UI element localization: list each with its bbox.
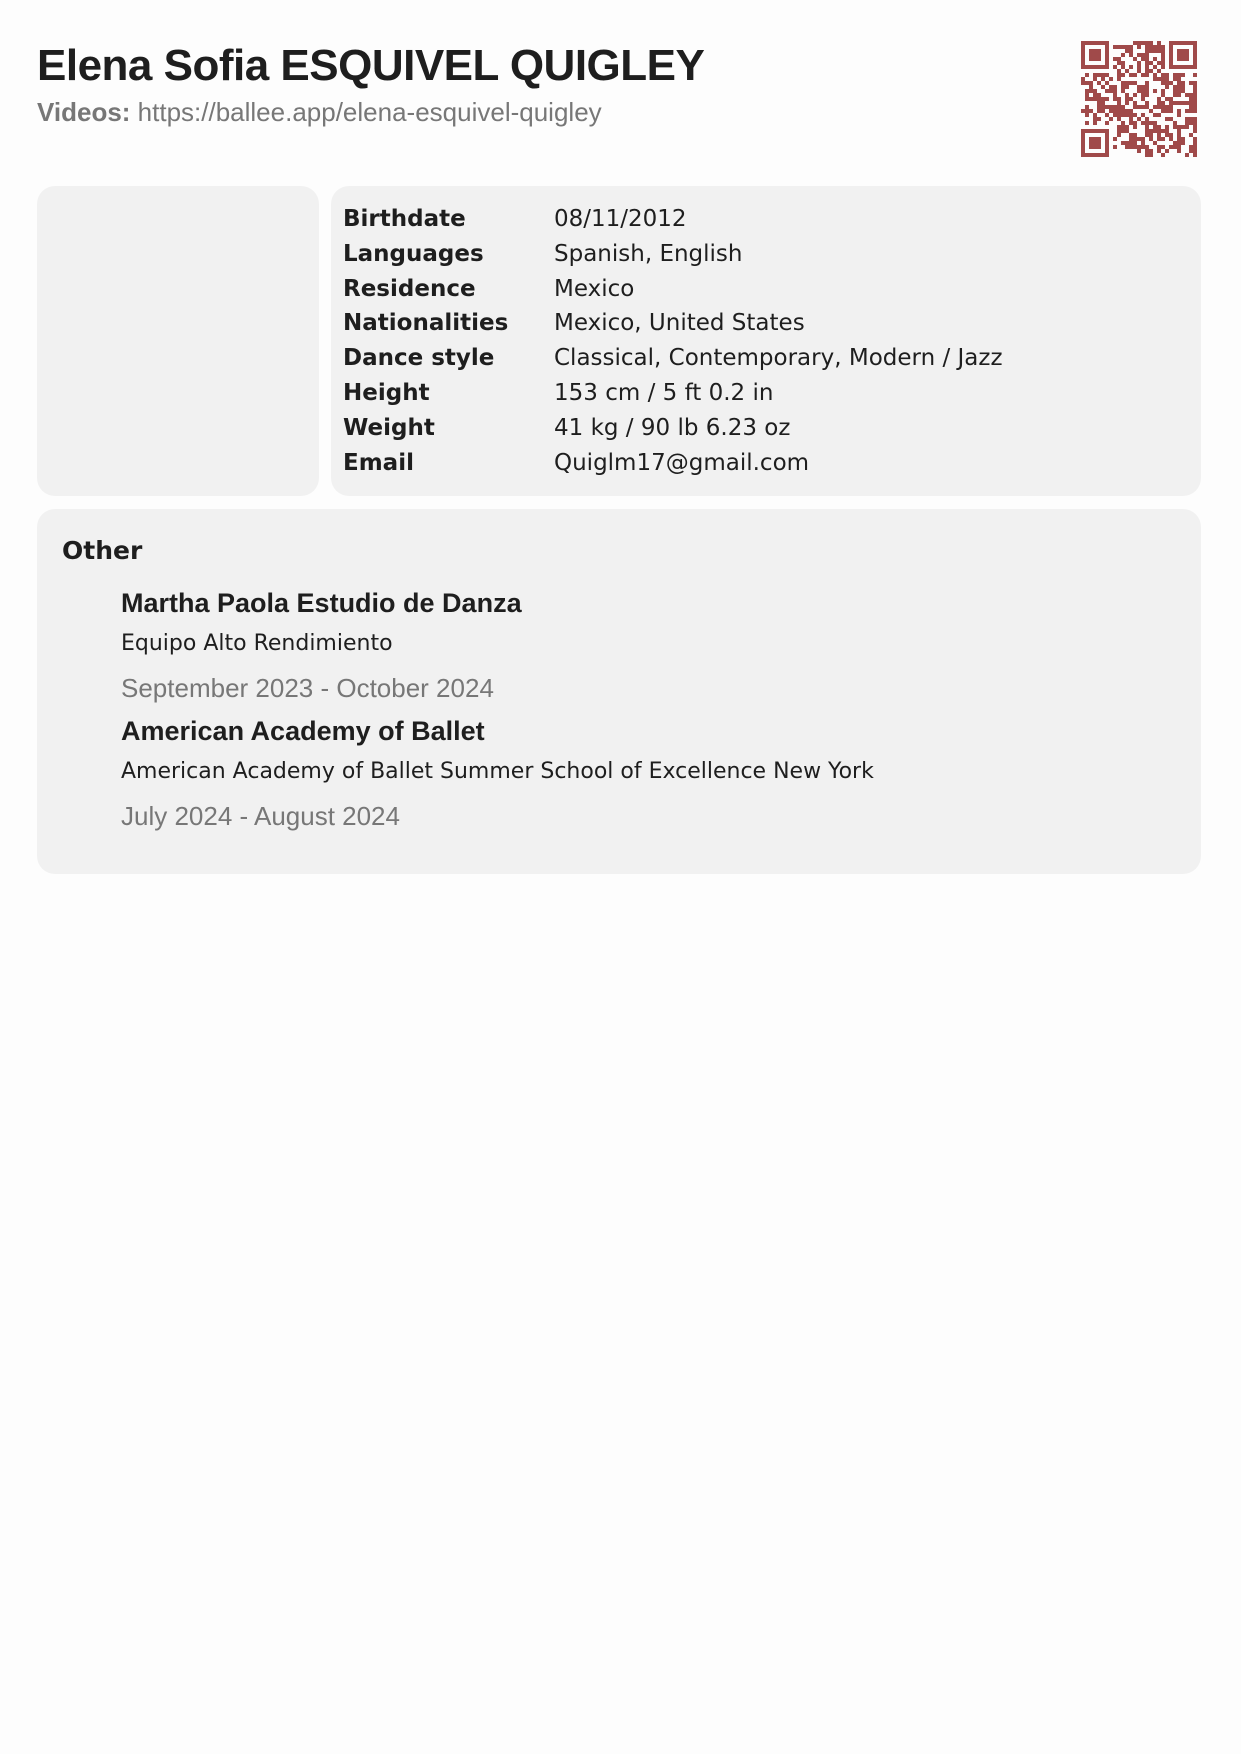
videos-link[interactable]: https://ballee.app/elena-esquivel-quigley [137,97,602,127]
email-value[interactable]: Quiglm17@gmail.com [554,450,810,476]
info-label: Birthdate [343,206,466,232]
entry-organization: Martha Paola Estudio de Danza [121,588,522,618]
entry-organization: American Academy of Ballet [121,716,485,746]
entry-description: Equipo Alto Rendimiento [121,631,393,656]
info-card [331,186,1201,496]
info-label: Languages [343,241,484,267]
entry-dates: September 2023 - October 2024 [121,673,494,703]
videos-label: Videos: [37,97,131,127]
videos-line [37,97,602,128]
info-value: 153 cm / 5 ft 0.2 in [554,380,774,406]
info-value: 41 kg / 90 lb 6.23 oz [554,415,791,441]
section-title: Other [62,536,143,565]
info-value: 08/11/2012 [554,206,687,232]
photo-placeholder [37,186,319,496]
info-value: Classical, Contemporary, Modern / Jazz [554,345,1003,371]
other-section [37,509,1201,874]
info-label: Weight [343,415,435,441]
info-label: Residence [343,276,476,302]
info-label: Dance style [343,345,495,371]
info-value: Mexico, United States [554,310,805,336]
info-value: Spanish, English [554,241,743,267]
profile-name: Elena Sofia ESQUIVEL QUIGLEY [37,41,705,90]
entry-dates: July 2024 - August 2024 [121,801,400,831]
info-label: Height [343,380,430,406]
info-value: Mexico [554,276,635,302]
info-label: Email [343,450,414,476]
experience-entry [121,585,1181,705]
entry-description: American Academy of Ballet Summer School of Excellence New York [121,759,874,784]
qr-code-icon [1081,41,1197,157]
experience-entry [121,713,1181,833]
info-label: Nationalities [343,310,509,336]
